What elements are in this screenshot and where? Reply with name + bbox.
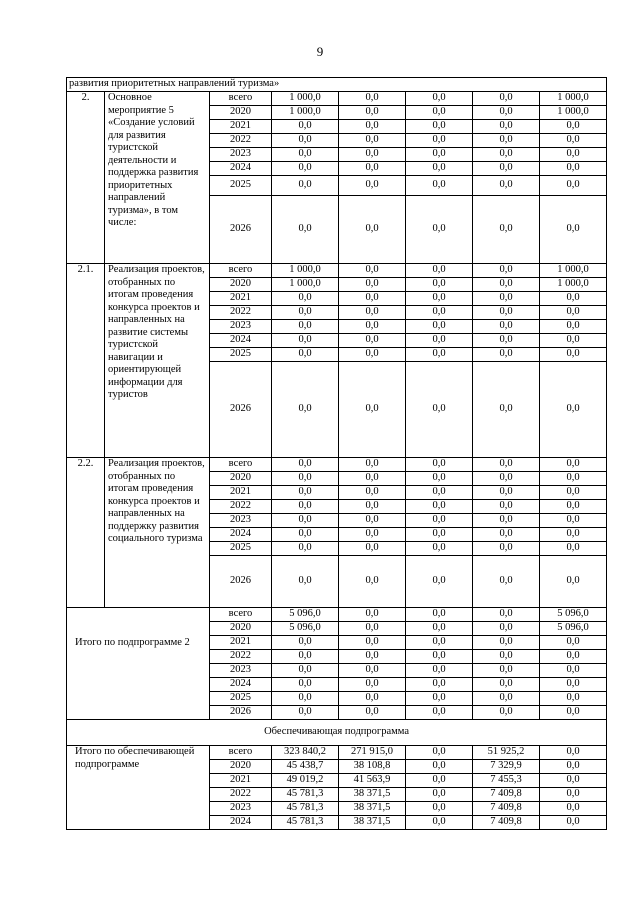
value-cell: 0,0 xyxy=(540,650,607,664)
year-cell: всего xyxy=(210,458,272,472)
value-cell: 0,0 xyxy=(540,816,607,830)
value-cell: 0,0 xyxy=(406,746,473,760)
value-cell: 0,0 xyxy=(272,692,339,706)
value-cell: 0,0 xyxy=(272,486,339,500)
table-row xyxy=(67,746,607,760)
value-cell: 0,0 xyxy=(473,176,540,196)
value-cell: 0,0 xyxy=(540,514,607,528)
value-cell: 0,0 xyxy=(406,292,473,306)
value-cell: 0,0 xyxy=(540,362,607,458)
value-cell: 0,0 xyxy=(272,176,339,196)
value-cell: 0,0 xyxy=(473,500,540,514)
year-cell: 2026 xyxy=(210,362,272,458)
value-cell: 0,0 xyxy=(406,608,473,622)
value-cell: 0,0 xyxy=(473,292,540,306)
value-cell: 0,0 xyxy=(406,196,473,264)
year-cell: 2023 xyxy=(210,148,272,162)
value-cell: 38 371,5 xyxy=(339,802,406,816)
value-cell: 0,0 xyxy=(473,106,540,120)
value-cell: 0,0 xyxy=(473,92,540,106)
value-cell: 0,0 xyxy=(473,692,540,706)
value-cell: 0,0 xyxy=(473,664,540,678)
value-cell: 0,0 xyxy=(473,486,540,500)
value-cell: 7 455,3 xyxy=(473,774,540,788)
value-cell: 0,0 xyxy=(272,292,339,306)
value-cell: 0,0 xyxy=(473,678,540,692)
value-cell: 0,0 xyxy=(473,514,540,528)
value-cell: 0,0 xyxy=(406,816,473,830)
year-cell: всего xyxy=(210,746,272,760)
value-cell: 0,0 xyxy=(339,320,406,334)
support-subprogram-header: Обеспечивающая подпрограмма xyxy=(67,720,607,746)
value-cell: 323 840,2 xyxy=(272,746,339,760)
value-cell: 1 000,0 xyxy=(272,106,339,120)
year-cell: 2026 xyxy=(210,196,272,264)
value-cell: 0,0 xyxy=(272,306,339,320)
value-cell: 0,0 xyxy=(473,196,540,264)
value-cell: 0,0 xyxy=(406,556,473,608)
value-cell: 7 409,8 xyxy=(473,802,540,816)
budget-table xyxy=(66,77,607,830)
year-cell: 2024 xyxy=(210,528,272,542)
value-cell: 0,0 xyxy=(339,608,406,622)
value-cell: 0,0 xyxy=(540,162,607,176)
value-cell: 0,0 xyxy=(406,542,473,556)
value-cell: 0,0 xyxy=(339,458,406,472)
value-cell: 0,0 xyxy=(339,176,406,196)
value-cell: 0,0 xyxy=(339,500,406,514)
value-cell: 0,0 xyxy=(272,678,339,692)
value-cell: 0,0 xyxy=(339,678,406,692)
value-cell: 5 096,0 xyxy=(540,622,607,636)
value-cell: 0,0 xyxy=(540,292,607,306)
page-number: 9 xyxy=(316,44,324,59)
value-cell: 1 000,0 xyxy=(540,106,607,120)
value-cell: 0,0 xyxy=(406,760,473,774)
year-cell: 2020 xyxy=(210,106,272,120)
year-cell: 2022 xyxy=(210,500,272,514)
value-cell: 0,0 xyxy=(473,608,540,622)
value-cell: 0,0 xyxy=(540,556,607,608)
value-cell: 0,0 xyxy=(473,348,540,362)
year-cell: всего xyxy=(210,92,272,106)
value-cell: 0,0 xyxy=(473,264,540,278)
value-cell: 271 915,0 xyxy=(339,746,406,760)
value-cell: 41 563,9 xyxy=(339,774,406,788)
value-cell: 0,0 xyxy=(540,706,607,720)
value-cell: 0,0 xyxy=(339,196,406,264)
value-cell: 0,0 xyxy=(406,622,473,636)
value-cell: 0,0 xyxy=(540,774,607,788)
value-cell: 38 371,5 xyxy=(339,788,406,802)
value-cell: 45 438,7 xyxy=(272,760,339,774)
year-cell: 2025 xyxy=(210,176,272,196)
value-cell: 0,0 xyxy=(339,306,406,320)
year-cell: 2024 xyxy=(210,816,272,830)
year-cell: 2025 xyxy=(210,692,272,706)
value-cell: 0,0 xyxy=(272,528,339,542)
value-cell: 0,0 xyxy=(473,706,540,720)
value-cell: 0,0 xyxy=(473,134,540,148)
value-cell: 0,0 xyxy=(540,120,607,134)
value-cell: 0,0 xyxy=(540,760,607,774)
value-cell: 0,0 xyxy=(406,458,473,472)
value-cell: 7 409,8 xyxy=(473,788,540,802)
value-cell: 0,0 xyxy=(272,514,339,528)
value-cell: 0,0 xyxy=(339,514,406,528)
year-cell: 2022 xyxy=(210,306,272,320)
value-cell: 0,0 xyxy=(473,458,540,472)
year-cell: всего xyxy=(210,608,272,622)
value-cell: 0,0 xyxy=(473,120,540,134)
value-cell: 0,0 xyxy=(339,472,406,486)
value-cell: 0,0 xyxy=(272,556,339,608)
value-cell: 0,0 xyxy=(406,706,473,720)
value-cell: 0,0 xyxy=(272,148,339,162)
value-cell: 0,0 xyxy=(339,106,406,120)
value-cell: 0,0 xyxy=(406,514,473,528)
table-row xyxy=(67,608,607,622)
value-cell: 0,0 xyxy=(540,134,607,148)
total-support-label: Итого по обеспечивающей подпрограмме xyxy=(67,746,210,830)
item-number: 2. xyxy=(67,92,105,264)
value-cell: 0,0 xyxy=(540,500,607,514)
value-cell: 0,0 xyxy=(406,528,473,542)
value-cell: 0,0 xyxy=(272,162,339,176)
value-cell: 0,0 xyxy=(339,664,406,678)
year-cell: всего xyxy=(210,264,272,278)
value-cell: 0,0 xyxy=(272,320,339,334)
value-cell: 45 781,3 xyxy=(272,802,339,816)
value-cell: 0,0 xyxy=(339,264,406,278)
value-cell: 0,0 xyxy=(406,802,473,816)
value-cell: 0,0 xyxy=(272,362,339,458)
value-cell: 0,0 xyxy=(406,306,473,320)
value-cell: 0,0 xyxy=(473,528,540,542)
value-cell: 0,0 xyxy=(473,334,540,348)
value-cell: 0,0 xyxy=(406,650,473,664)
year-cell: 2021 xyxy=(210,486,272,500)
value-cell: 0,0 xyxy=(339,134,406,148)
year-cell: 2021 xyxy=(210,774,272,788)
value-cell: 0,0 xyxy=(540,678,607,692)
value-cell: 0,0 xyxy=(339,706,406,720)
value-cell: 0,0 xyxy=(406,106,473,120)
value-cell: 0,0 xyxy=(540,176,607,196)
table-row xyxy=(67,264,607,278)
value-cell: 0,0 xyxy=(473,650,540,664)
value-cell: 0,0 xyxy=(406,320,473,334)
value-cell: 0,0 xyxy=(406,148,473,162)
value-cell: 0,0 xyxy=(339,162,406,176)
value-cell: 0,0 xyxy=(540,472,607,486)
value-cell: 0,0 xyxy=(406,500,473,514)
value-cell: 0,0 xyxy=(339,278,406,292)
value-cell: 0,0 xyxy=(540,664,607,678)
value-cell: 0,0 xyxy=(406,362,473,458)
value-cell: 7 409,8 xyxy=(473,816,540,830)
value-cell: 0,0 xyxy=(406,162,473,176)
table-row xyxy=(67,92,607,106)
value-cell: 0,0 xyxy=(540,802,607,816)
value-cell: 0,0 xyxy=(339,120,406,134)
value-cell: 0,0 xyxy=(473,542,540,556)
value-cell: 1 000,0 xyxy=(540,278,607,292)
value-cell: 1 000,0 xyxy=(540,92,607,106)
value-cell: 0,0 xyxy=(339,92,406,106)
year-cell: 2022 xyxy=(210,650,272,664)
value-cell: 0,0 xyxy=(339,650,406,664)
value-cell: 0,0 xyxy=(473,622,540,636)
value-cell: 0,0 xyxy=(473,278,540,292)
support-header-row xyxy=(67,720,607,746)
year-cell: 2023 xyxy=(210,664,272,678)
item-description: Реализация проектов, отобранных по итогам проведения конкурса проектов и направленных на поддержку развития социального туризма xyxy=(105,458,210,608)
year-cell: 2023 xyxy=(210,320,272,334)
year-cell: 2022 xyxy=(210,134,272,148)
value-cell: 0,0 xyxy=(406,92,473,106)
year-cell: 2026 xyxy=(210,706,272,720)
year-cell: 2024 xyxy=(210,334,272,348)
value-cell: 0,0 xyxy=(339,636,406,650)
value-cell: 0,0 xyxy=(406,678,473,692)
value-cell: 1 000,0 xyxy=(272,92,339,106)
value-cell: 0,0 xyxy=(540,196,607,264)
value-cell: 0,0 xyxy=(272,664,339,678)
value-cell: 0,0 xyxy=(339,486,406,500)
value-cell: 0,0 xyxy=(406,264,473,278)
value-cell: 0,0 xyxy=(339,348,406,362)
value-cell: 0,0 xyxy=(540,692,607,706)
value-cell: 0,0 xyxy=(272,636,339,650)
value-cell: 0,0 xyxy=(406,664,473,678)
year-cell: 2020 xyxy=(210,760,272,774)
value-cell: 1 000,0 xyxy=(540,264,607,278)
value-cell: 7 329,9 xyxy=(473,760,540,774)
value-cell: 1 000,0 xyxy=(272,278,339,292)
value-cell: 0,0 xyxy=(272,542,339,556)
value-cell: 0,0 xyxy=(339,556,406,608)
value-cell: 0,0 xyxy=(339,692,406,706)
table-row xyxy=(67,458,607,472)
value-cell: 0,0 xyxy=(339,334,406,348)
value-cell: 0,0 xyxy=(473,636,540,650)
value-cell: 0,0 xyxy=(406,472,473,486)
year-cell: 2023 xyxy=(210,514,272,528)
year-cell: 2022 xyxy=(210,788,272,802)
value-cell: 0,0 xyxy=(272,706,339,720)
year-cell: 2025 xyxy=(210,542,272,556)
total-subprogram2-label: Итого по подпрограмме 2 xyxy=(67,608,210,720)
year-cell: 2020 xyxy=(210,622,272,636)
value-cell: 0,0 xyxy=(473,556,540,608)
value-cell: 0,0 xyxy=(473,320,540,334)
value-cell: 0,0 xyxy=(272,334,339,348)
year-cell: 2023 xyxy=(210,802,272,816)
value-cell: 0,0 xyxy=(406,348,473,362)
value-cell: 0,0 xyxy=(473,362,540,458)
value-cell: 5 096,0 xyxy=(540,608,607,622)
item-description: Основное мероприятие 5 «Создание условий для развития туристской деятельности и поддержка развития приоритетных направлений туризма», в том числе: xyxy=(105,92,210,264)
value-cell: 0,0 xyxy=(272,472,339,486)
value-cell: 0,0 xyxy=(473,162,540,176)
value-cell: 0,0 xyxy=(339,148,406,162)
value-cell: 0,0 xyxy=(540,348,607,362)
value-cell: 0,0 xyxy=(540,746,607,760)
value-cell: 0,0 xyxy=(473,148,540,162)
value-cell: 0,0 xyxy=(406,278,473,292)
value-cell: 0,0 xyxy=(406,692,473,706)
value-cell: 0,0 xyxy=(540,458,607,472)
year-cell: 2021 xyxy=(210,292,272,306)
continuation-row xyxy=(67,78,607,92)
value-cell: 0,0 xyxy=(339,542,406,556)
value-cell: 0,0 xyxy=(473,306,540,320)
value-cell: 0,0 xyxy=(339,622,406,636)
value-cell: 38 108,8 xyxy=(339,760,406,774)
value-cell: 0,0 xyxy=(473,472,540,486)
value-cell: 0,0 xyxy=(540,486,607,500)
value-cell: 1 000,0 xyxy=(272,264,339,278)
value-cell: 0,0 xyxy=(272,650,339,664)
item-number: 2.2. xyxy=(67,458,105,608)
value-cell: 0,0 xyxy=(540,636,607,650)
value-cell: 0,0 xyxy=(272,120,339,134)
item-description: Реализация проектов, отобранных по итогам проведения конкурса проектов и направленных на развитие системы туристской навигации и ориентирующей информации для туристов xyxy=(105,264,210,458)
value-cell: 0,0 xyxy=(339,292,406,306)
value-cell: 0,0 xyxy=(540,306,607,320)
year-cell: 2026 xyxy=(210,556,272,608)
value-cell: 0,0 xyxy=(406,334,473,348)
value-cell: 0,0 xyxy=(406,486,473,500)
year-cell: 2024 xyxy=(210,678,272,692)
value-cell: 45 781,3 xyxy=(272,816,339,830)
value-cell: 0,0 xyxy=(406,788,473,802)
continuation-text: развития приоритетных направлений туризма» xyxy=(67,78,607,92)
value-cell: 0,0 xyxy=(339,528,406,542)
value-cell: 0,0 xyxy=(406,120,473,134)
value-cell: 5 096,0 xyxy=(272,608,339,622)
value-cell: 0,0 xyxy=(406,636,473,650)
value-cell: 0,0 xyxy=(339,362,406,458)
value-cell: 0,0 xyxy=(540,320,607,334)
value-cell: 0,0 xyxy=(406,134,473,148)
value-cell: 0,0 xyxy=(272,348,339,362)
value-cell: 38 371,5 xyxy=(339,816,406,830)
value-cell: 0,0 xyxy=(540,788,607,802)
value-cell: 0,0 xyxy=(272,134,339,148)
year-cell: 2025 xyxy=(210,348,272,362)
value-cell: 0,0 xyxy=(406,774,473,788)
value-cell: 45 781,3 xyxy=(272,788,339,802)
value-cell: 0,0 xyxy=(272,458,339,472)
value-cell: 51 925,2 xyxy=(473,746,540,760)
year-cell: 2024 xyxy=(210,162,272,176)
item-number: 2.1. xyxy=(67,264,105,458)
value-cell: 0,0 xyxy=(540,334,607,348)
value-cell: 0,0 xyxy=(540,148,607,162)
value-cell: 5 096,0 xyxy=(272,622,339,636)
value-cell: 0,0 xyxy=(272,500,339,514)
value-cell: 0,0 xyxy=(540,528,607,542)
year-cell: 2021 xyxy=(210,636,272,650)
value-cell: 0,0 xyxy=(540,542,607,556)
value-cell: 49 019,2 xyxy=(272,774,339,788)
value-cell: 0,0 xyxy=(406,176,473,196)
year-cell: 2020 xyxy=(210,278,272,292)
year-cell: 2021 xyxy=(210,120,272,134)
year-cell: 2020 xyxy=(210,472,272,486)
value-cell: 0,0 xyxy=(272,196,339,264)
